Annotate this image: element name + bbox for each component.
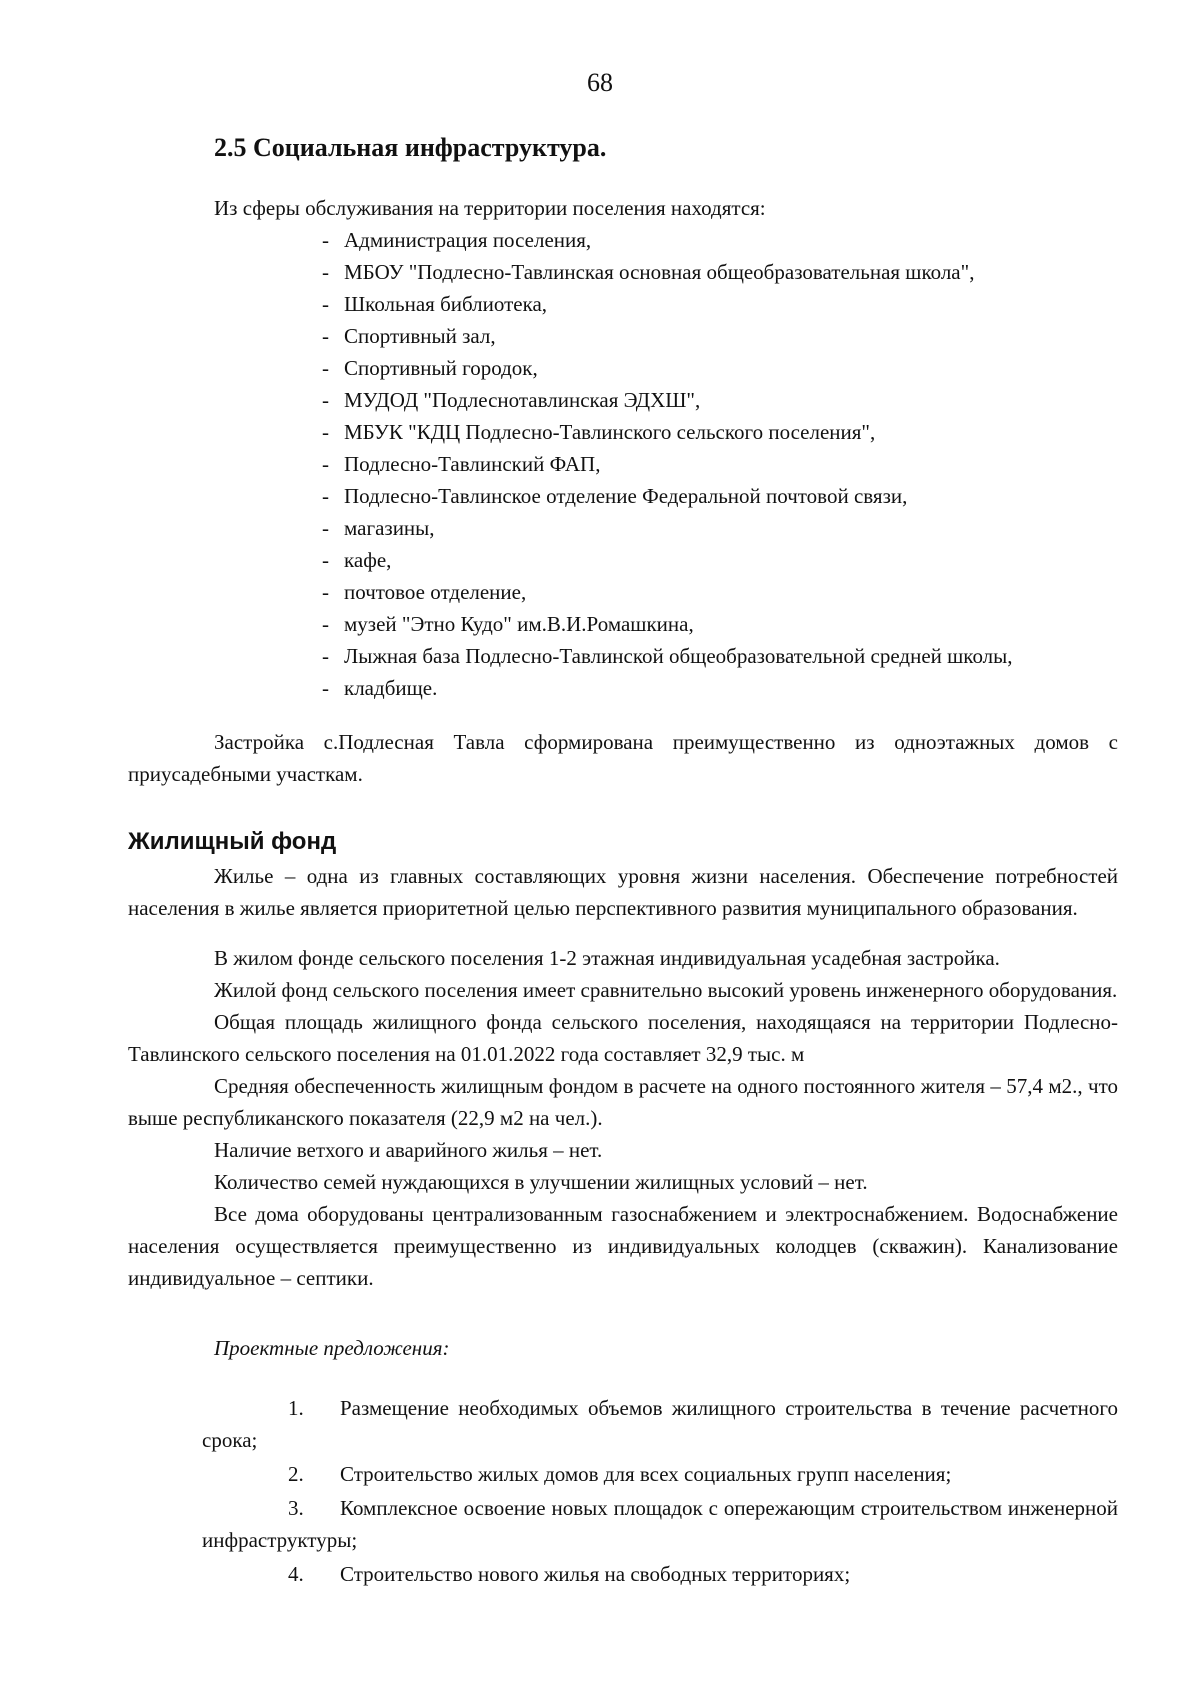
housing-paragraph: Общая площадь жилищного фонда сельского поселения, находящаяся на территории Подлесно-Тавлинского сельского поселения на 01.01.2022 года составляет 32,9 тыс. м [128,1010,1118,1066]
housing-paragraph: Наличие ветхого и аварийного жилья – нет. [214,1138,603,1162]
proposal-number: 3. [288,1496,304,1520]
list-item: - Школьная библиотека, [322,288,1118,320]
document-body [128,128,1118,1592]
list-item: - Лыжная база Подлесно-Тавлинской общеобразовательной средней школы, [322,640,1118,672]
proposal-number: 4. [288,1562,304,1586]
housing-paragraph: Количество семей нуждающихся в улучшении жилищных условий – нет. [214,1170,868,1194]
list-item: - Спортивный зал, [322,320,1118,352]
housing-paragraph: Средняя обеспеченность жилищным фондом в расчете на одного постоянного жителя – 57,4 м2., что выше республиканского показателя (22,9 м2 на чел.). [128,1074,1118,1130]
list-item: - Подлесно-Тавлинское отделение Федеральной почтовой связи, [322,480,1118,512]
proposal-text: Строительство нового жилья на свободных территориях; [340,1562,851,1586]
list-item: - МУДОД "Подлеснотавлинская ЭДХШ", [322,384,1118,416]
proposal-number: 2. [288,1462,304,1486]
list-item [202,1458,1118,1490]
list-item: - Подлесно-Тавлинский ФАП, [322,448,1118,480]
housing-paragraph: В жилом фонде сельского поселения 1-2 этажная индивидуальная усадебная застройка. [214,946,1000,970]
page-number: 68 [587,68,613,97]
list-item: - музей "Этно Кудо" им.В.И.Ромашкина, [322,608,1118,640]
list-item: - МБОУ "Подлесно-Тавлинская основная общеобразовательная школа", [322,256,1118,288]
services-intro: Из сферы обслуживания на территории поселения находятся: [214,196,766,220]
housing-paragraph: Все дома оборудованы централизованным газоснабжением и электроснабжением. Водоснабжение населения осуществляется преимущественно из индивидуальных колодцев (скважин). Канализование индивидуальное – септики. [128,1202,1118,1290]
services-list [128,224,1118,704]
list-item: - магазины, [322,512,1118,544]
section-title: 2.5 Социальная инфраструктура. [214,133,607,162]
list-item: - МБУК "КДЦ Подлесно-Тавлинского сельского поселения", [322,416,1118,448]
list-item [202,1558,1118,1590]
proposal-text: Строительство жилых домов для всех социальных групп населения; [340,1462,952,1486]
list-item [202,1492,1118,1556]
proposals-list [128,1392,1118,1590]
list-item: - Администрация поселения, [322,224,1118,256]
proposal-text: Комплексное освоение новых площадок с опережающим строительством инженерной инфраструктуры; [202,1496,1118,1552]
housing-paragraph: Жилой фонд сельского поселения имеет сравнительно высокий уровень инженерного оборудования. [214,978,1118,1002]
housing-paragraph: Жилье – одна из главных составляющих уровня жизни населения. Обеспечение потребностей населения в жилье является приоритетной целью перспективного развития муниципального образования. [128,864,1118,920]
proposal-number: 1. [288,1396,304,1420]
housing-heading: Жилищный фонд [128,828,337,855]
list-item: - Спортивный городок, [322,352,1118,384]
proposals-title: Проектные предложения: [214,1336,450,1360]
list-item: - почтовое отделение, [322,576,1118,608]
building-paragraph: Застройка с.Подлесная Тавла сформирована преимущественно из одноэтажных домов с приусадебными участкам. [128,730,1118,786]
proposal-text: Размещение необходимых объемов жилищного строительства в течение расчетного срока; [202,1396,1118,1452]
list-item [202,1392,1118,1456]
list-item: - кафе, [322,544,1118,576]
list-item: - кладбище. [322,672,1118,704]
